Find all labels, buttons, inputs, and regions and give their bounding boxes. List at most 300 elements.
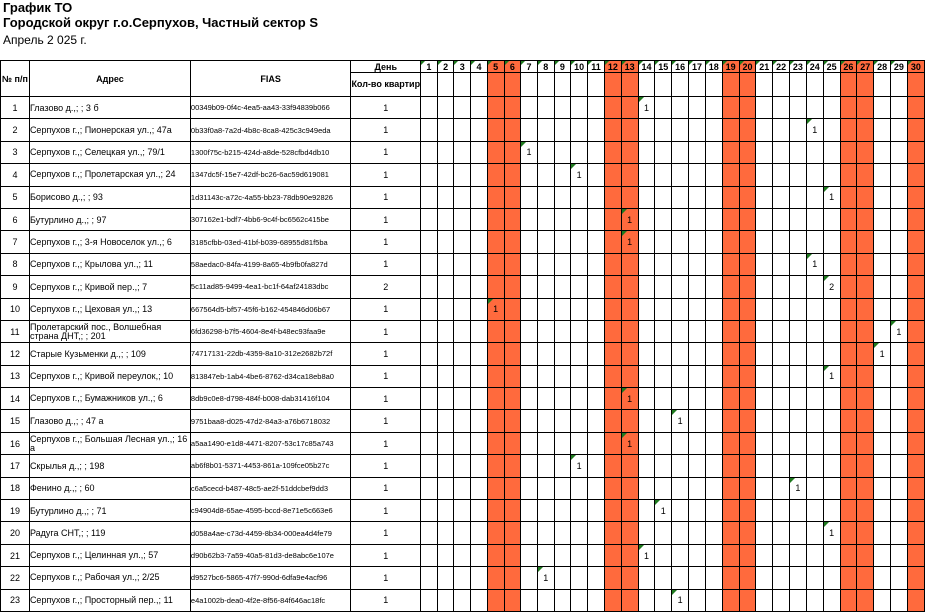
- day-cell-11[interactable]: [588, 567, 605, 589]
- day-cell-15[interactable]: [655, 410, 672, 432]
- apartments-count-cell[interactable]: 1: [351, 567, 421, 589]
- day-cell-27[interactable]: [857, 119, 874, 141]
- day-cell-21[interactable]: [756, 276, 773, 298]
- day-cell-7[interactable]: [521, 119, 538, 141]
- row-number-cell[interactable]: 15: [1, 410, 30, 432]
- fias-cell[interactable]: 5c11ad85-9499-4ea1-bc1f-64af24183dbc: [190, 276, 351, 298]
- day-cell-27[interactable]: [857, 522, 874, 544]
- fias-cell[interactable]: 3185cfbb-03ed-41bf-b039-68955d81f5ba: [190, 231, 351, 253]
- day-cell-20[interactable]: [739, 320, 756, 342]
- day-cell-28[interactable]: [874, 544, 891, 566]
- day-cell-30[interactable]: [907, 567, 924, 589]
- fias-cell[interactable]: a5aa1490-e1d8-4471-8207-53c17c85a743: [190, 432, 351, 454]
- day-cell-19[interactable]: [722, 343, 739, 365]
- day-cell-25[interactable]: [823, 477, 840, 499]
- row-number-cell[interactable]: 1: [1, 97, 30, 119]
- day-cell-22[interactable]: [773, 141, 790, 163]
- day-cell-11[interactable]: [588, 522, 605, 544]
- day-cell-22[interactable]: [773, 320, 790, 342]
- day-cell-20[interactable]: [739, 365, 756, 387]
- day-cell-11[interactable]: [588, 164, 605, 186]
- day-cell-17[interactable]: [689, 253, 706, 275]
- day-cell-21[interactable]: [756, 500, 773, 522]
- day-cell-18[interactable]: [705, 365, 722, 387]
- day-cell-8[interactable]: [537, 276, 554, 298]
- fias-cell[interactable]: 9751baa8-d025-47d2-84a3-a76b6718032: [190, 410, 351, 432]
- day-cell-15[interactable]: [655, 522, 672, 544]
- day-cell-6[interactable]: [504, 500, 521, 522]
- day-cell-23[interactable]: [790, 477, 807, 499]
- day-cell-12[interactable]: [604, 141, 621, 163]
- day-cell-25[interactable]: [823, 253, 840, 275]
- day-cell-22[interactable]: [773, 298, 790, 320]
- day-cell-28[interactable]: [874, 97, 891, 119]
- day-cell-13[interactable]: [621, 141, 638, 163]
- day-cell-9[interactable]: [554, 477, 571, 499]
- day-cell-24[interactable]: [806, 432, 823, 454]
- day-cell-10[interactable]: [571, 365, 588, 387]
- day-cell-3[interactable]: [454, 500, 471, 522]
- day-cell-24[interactable]: [806, 410, 823, 432]
- day-cell-15[interactable]: [655, 186, 672, 208]
- day-cell-30[interactable]: [907, 500, 924, 522]
- day-cell-11[interactable]: [588, 141, 605, 163]
- day-cell-4[interactable]: [471, 567, 488, 589]
- day-cell-13[interactable]: [621, 276, 638, 298]
- day-cell-26[interactable]: [840, 388, 857, 410]
- day-cell-14[interactable]: [638, 164, 655, 186]
- day-cell-26[interactable]: [840, 432, 857, 454]
- day-cell-21[interactable]: [756, 589, 773, 611]
- day-cell-5[interactable]: [487, 432, 504, 454]
- day-cell-25[interactable]: [823, 141, 840, 163]
- day-cell-21[interactable]: [756, 522, 773, 544]
- day-cell-12[interactable]: [604, 186, 621, 208]
- day-cell-21[interactable]: [756, 141, 773, 163]
- day-cell-24[interactable]: [806, 567, 823, 589]
- day-cell-15[interactable]: [655, 231, 672, 253]
- day-cell-21[interactable]: [756, 208, 773, 230]
- day-cell-14[interactable]: [638, 388, 655, 410]
- day-cell-16[interactable]: [672, 208, 689, 230]
- day-cell-12[interactable]: [604, 343, 621, 365]
- day-cell-1[interactable]: [421, 432, 438, 454]
- day-cell-17[interactable]: [689, 97, 706, 119]
- day-cell-19[interactable]: [722, 320, 739, 342]
- day-cell-2[interactable]: [437, 97, 454, 119]
- day-cell-3[interactable]: [454, 365, 471, 387]
- day-cell-17[interactable]: [689, 119, 706, 141]
- day-cell-1[interactable]: [421, 141, 438, 163]
- day-cell-12[interactable]: [604, 567, 621, 589]
- day-cell-20[interactable]: [739, 477, 756, 499]
- day-cell-30[interactable]: [907, 410, 924, 432]
- day-cell-21[interactable]: [756, 544, 773, 566]
- day-cell-30[interactable]: [907, 231, 924, 253]
- day-cell-11[interactable]: [588, 320, 605, 342]
- day-cell-29[interactable]: [890, 141, 907, 163]
- day-cell-13[interactable]: [621, 186, 638, 208]
- day-cell-13[interactable]: [621, 231, 638, 253]
- day-cell-19[interactable]: [722, 589, 739, 611]
- day-cell-8[interactable]: [537, 455, 554, 477]
- day-cell-18[interactable]: [705, 388, 722, 410]
- day-cell-18[interactable]: [705, 141, 722, 163]
- day-cell-24[interactable]: [806, 589, 823, 611]
- row-number-cell[interactable]: 11: [1, 320, 30, 342]
- day-cell-8[interactable]: [537, 119, 554, 141]
- apartments-count-cell[interactable]: 1: [351, 589, 421, 611]
- day-cell-16[interactable]: [672, 320, 689, 342]
- day-cell-1[interactable]: [421, 567, 438, 589]
- day-cell-11[interactable]: [588, 410, 605, 432]
- day-cell-27[interactable]: [857, 276, 874, 298]
- day-cell-30[interactable]: [907, 119, 924, 141]
- day-cell-4[interactable]: [471, 544, 488, 566]
- day-cell-16[interactable]: [672, 276, 689, 298]
- day-cell-28[interactable]: [874, 388, 891, 410]
- day-cell-1[interactable]: [421, 343, 438, 365]
- day-cell-24[interactable]: [806, 544, 823, 566]
- day-cell-4[interactable]: [471, 477, 488, 499]
- day-cell-29[interactable]: [890, 365, 907, 387]
- day-cell-17[interactable]: [689, 208, 706, 230]
- day-cell-4[interactable]: [471, 589, 488, 611]
- day-cell-1[interactable]: [421, 589, 438, 611]
- day-cell-27[interactable]: [857, 298, 874, 320]
- day-cell-30[interactable]: [907, 388, 924, 410]
- day-cell-22[interactable]: [773, 589, 790, 611]
- day-cell-21[interactable]: [756, 432, 773, 454]
- day-cell-27[interactable]: [857, 410, 874, 432]
- day-cell-16[interactable]: [672, 522, 689, 544]
- day-cell-10[interactable]: [571, 164, 588, 186]
- day-cell-29[interactable]: [890, 119, 907, 141]
- day-cell-8[interactable]: [537, 186, 554, 208]
- day-cell-14[interactable]: [638, 432, 655, 454]
- day-cell-14[interactable]: [638, 298, 655, 320]
- day-cell-15[interactable]: [655, 208, 672, 230]
- day-cell-26[interactable]: [840, 343, 857, 365]
- day-cell-19[interactable]: [722, 186, 739, 208]
- day-cell-10[interactable]: [571, 455, 588, 477]
- day-cell-22[interactable]: [773, 343, 790, 365]
- day-cell-9[interactable]: [554, 455, 571, 477]
- day-cell-4[interactable]: [471, 455, 488, 477]
- day-cell-15[interactable]: [655, 343, 672, 365]
- day-cell-2[interactable]: [437, 410, 454, 432]
- day-cell-24[interactable]: [806, 320, 823, 342]
- day-cell-17[interactable]: [689, 276, 706, 298]
- day-cell-21[interactable]: [756, 365, 773, 387]
- day-cell-29[interactable]: [890, 298, 907, 320]
- fias-cell[interactable]: c6a5cecd-b487-48c5-ae2f-51ddcbef9dd3: [190, 477, 351, 499]
- day-cell-7[interactable]: [521, 365, 538, 387]
- day-cell-28[interactable]: [874, 253, 891, 275]
- day-cell-26[interactable]: [840, 253, 857, 275]
- day-cell-19[interactable]: [722, 388, 739, 410]
- day-cell-1[interactable]: [421, 298, 438, 320]
- row-number-cell[interactable]: 23: [1, 589, 30, 611]
- day-cell-19[interactable]: [722, 410, 739, 432]
- day-cell-4[interactable]: [471, 119, 488, 141]
- address-cell[interactable]: Серпухов г.,; Пионерская ул.,; 47а: [29, 119, 190, 141]
- address-cell[interactable]: Фенино д.,; ; 60: [29, 477, 190, 499]
- day-cell-17[interactable]: [689, 589, 706, 611]
- day-cell-22[interactable]: [773, 208, 790, 230]
- day-cell-21[interactable]: [756, 320, 773, 342]
- day-cell-9[interactable]: [554, 522, 571, 544]
- day-cell-27[interactable]: [857, 208, 874, 230]
- day-cell-11[interactable]: [588, 500, 605, 522]
- day-cell-6[interactable]: [504, 365, 521, 387]
- day-cell-24[interactable]: [806, 231, 823, 253]
- apartments-count-cell[interactable]: 2: [351, 276, 421, 298]
- day-cell-1[interactable]: [421, 522, 438, 544]
- day-cell-29[interactable]: [890, 432, 907, 454]
- day-cell-5[interactable]: [487, 567, 504, 589]
- day-cell-22[interactable]: [773, 567, 790, 589]
- day-cell-17[interactable]: [689, 186, 706, 208]
- day-cell-5[interactable]: [487, 298, 504, 320]
- row-number-cell[interactable]: 3: [1, 141, 30, 163]
- day-cell-26[interactable]: [840, 119, 857, 141]
- day-cell-9[interactable]: [554, 231, 571, 253]
- day-cell-26[interactable]: [840, 500, 857, 522]
- day-cell-7[interactable]: [521, 477, 538, 499]
- day-cell-28[interactable]: [874, 276, 891, 298]
- day-cell-26[interactable]: [840, 164, 857, 186]
- day-cell-22[interactable]: [773, 432, 790, 454]
- day-cell-8[interactable]: [537, 365, 554, 387]
- day-cell-18[interactable]: [705, 343, 722, 365]
- day-cell-26[interactable]: [840, 567, 857, 589]
- day-cell-3[interactable]: [454, 164, 471, 186]
- row-number-cell[interactable]: 19: [1, 500, 30, 522]
- day-cell-15[interactable]: [655, 276, 672, 298]
- day-cell-2[interactable]: [437, 119, 454, 141]
- day-cell-3[interactable]: [454, 208, 471, 230]
- day-cell-16[interactable]: [672, 589, 689, 611]
- day-cell-9[interactable]: [554, 365, 571, 387]
- day-cell-12[interactable]: [604, 365, 621, 387]
- day-cell-6[interactable]: [504, 455, 521, 477]
- day-cell-24[interactable]: [806, 119, 823, 141]
- day-cell-22[interactable]: [773, 119, 790, 141]
- day-cell-17[interactable]: [689, 320, 706, 342]
- day-cell-26[interactable]: [840, 477, 857, 499]
- day-cell-24[interactable]: [806, 141, 823, 163]
- day-cell-11[interactable]: [588, 208, 605, 230]
- day-cell-27[interactable]: [857, 253, 874, 275]
- day-cell-19[interactable]: [722, 567, 739, 589]
- fias-cell[interactable]: d058a4ae-c73d-4459-8b34-000ea4d4fe79: [190, 522, 351, 544]
- day-cell-25[interactable]: [823, 119, 840, 141]
- day-cell-25[interactable]: [823, 567, 840, 589]
- day-cell-19[interactable]: [722, 276, 739, 298]
- day-cell-10[interactable]: [571, 298, 588, 320]
- day-cell-20[interactable]: [739, 276, 756, 298]
- day-cell-6[interactable]: [504, 522, 521, 544]
- day-cell-14[interactable]: [638, 589, 655, 611]
- day-cell-21[interactable]: [756, 231, 773, 253]
- day-cell-22[interactable]: [773, 544, 790, 566]
- row-number-cell[interactable]: 10: [1, 298, 30, 320]
- day-cell-23[interactable]: [790, 119, 807, 141]
- day-cell-3[interactable]: [454, 186, 471, 208]
- day-cell-7[interactable]: [521, 141, 538, 163]
- day-cell-11[interactable]: [588, 186, 605, 208]
- day-cell-9[interactable]: [554, 589, 571, 611]
- day-cell-15[interactable]: [655, 365, 672, 387]
- day-cell-29[interactable]: [890, 276, 907, 298]
- day-cell-9[interactable]: [554, 97, 571, 119]
- row-number-cell[interactable]: 21: [1, 544, 30, 566]
- day-cell-27[interactable]: [857, 231, 874, 253]
- day-cell-21[interactable]: [756, 410, 773, 432]
- fias-cell[interactable]: 74717131-22db-4359-8a10-312e2682b72f: [190, 343, 351, 365]
- day-cell-25[interactable]: [823, 544, 840, 566]
- day-cell-1[interactable]: [421, 455, 438, 477]
- day-cell-7[interactable]: [521, 410, 538, 432]
- day-cell-18[interactable]: [705, 253, 722, 275]
- fias-cell[interactable]: d9527bc6-5865-47f7-990d-6dfa9e4acf96: [190, 567, 351, 589]
- day-cell-28[interactable]: [874, 320, 891, 342]
- day-cell-8[interactable]: [537, 298, 554, 320]
- address-cell[interactable]: Серпухов г.,; Бумажников ул.,; 6: [29, 388, 190, 410]
- day-cell-7[interactable]: [521, 567, 538, 589]
- day-cell-15[interactable]: [655, 589, 672, 611]
- fias-cell[interactable]: c94904d8-65ae-4595-bccd-8e71e5c663e6: [190, 500, 351, 522]
- day-cell-19[interactable]: [722, 455, 739, 477]
- day-cell-1[interactable]: [421, 186, 438, 208]
- day-cell-27[interactable]: [857, 477, 874, 499]
- day-cell-15[interactable]: [655, 164, 672, 186]
- day-cell-7[interactable]: [521, 343, 538, 365]
- day-cell-8[interactable]: [537, 477, 554, 499]
- day-cell-30[interactable]: [907, 141, 924, 163]
- day-cell-23[interactable]: [790, 186, 807, 208]
- fias-cell[interactable]: 667564d5-bf57-45f6-b162-454846d06b67: [190, 298, 351, 320]
- day-cell-18[interactable]: [705, 477, 722, 499]
- day-cell-13[interactable]: [621, 119, 638, 141]
- day-cell-14[interactable]: [638, 119, 655, 141]
- day-cell-19[interactable]: [722, 97, 739, 119]
- day-cell-2[interactable]: [437, 522, 454, 544]
- day-cell-10[interactable]: [571, 231, 588, 253]
- day-cell-27[interactable]: [857, 589, 874, 611]
- day-cell-14[interactable]: [638, 343, 655, 365]
- day-cell-3[interactable]: [454, 522, 471, 544]
- day-cell-29[interactable]: [890, 320, 907, 342]
- day-cell-24[interactable]: [806, 253, 823, 275]
- day-cell-24[interactable]: [806, 97, 823, 119]
- apartments-count-cell[interactable]: 1: [351, 522, 421, 544]
- day-cell-5[interactable]: [487, 164, 504, 186]
- day-cell-23[interactable]: [790, 298, 807, 320]
- day-cell-18[interactable]: [705, 432, 722, 454]
- day-cell-13[interactable]: [621, 164, 638, 186]
- day-cell-25[interactable]: [823, 365, 840, 387]
- day-cell-2[interactable]: [437, 231, 454, 253]
- day-cell-20[interactable]: [739, 141, 756, 163]
- day-cell-12[interactable]: [604, 500, 621, 522]
- day-cell-8[interactable]: [537, 589, 554, 611]
- day-cell-4[interactable]: [471, 410, 488, 432]
- day-cell-17[interactable]: [689, 388, 706, 410]
- day-cell-21[interactable]: [756, 477, 773, 499]
- day-cell-13[interactable]: [621, 477, 638, 499]
- address-cell[interactable]: Серпухов г.,; Кривой переулок,; 10: [29, 365, 190, 387]
- day-cell-3[interactable]: [454, 455, 471, 477]
- day-cell-21[interactable]: [756, 298, 773, 320]
- day-cell-13[interactable]: [621, 522, 638, 544]
- day-cell-28[interactable]: [874, 455, 891, 477]
- day-cell-16[interactable]: [672, 455, 689, 477]
- day-cell-3[interactable]: [454, 388, 471, 410]
- day-cell-23[interactable]: [790, 253, 807, 275]
- day-cell-22[interactable]: [773, 522, 790, 544]
- day-cell-4[interactable]: [471, 388, 488, 410]
- day-cell-11[interactable]: [588, 343, 605, 365]
- day-cell-27[interactable]: [857, 164, 874, 186]
- day-cell-3[interactable]: [454, 343, 471, 365]
- day-cell-6[interactable]: [504, 97, 521, 119]
- day-cell-10[interactable]: [571, 141, 588, 163]
- day-cell-14[interactable]: [638, 276, 655, 298]
- day-cell-2[interactable]: [437, 320, 454, 342]
- day-cell-10[interactable]: [571, 477, 588, 499]
- day-cell-2[interactable]: [437, 365, 454, 387]
- day-cell-15[interactable]: [655, 320, 672, 342]
- day-cell-23[interactable]: [790, 455, 807, 477]
- day-cell-13[interactable]: [621, 589, 638, 611]
- day-cell-5[interactable]: [487, 208, 504, 230]
- day-cell-25[interactable]: [823, 343, 840, 365]
- day-cell-7[interactable]: [521, 164, 538, 186]
- row-number-cell[interactable]: 22: [1, 567, 30, 589]
- day-cell-18[interactable]: [705, 276, 722, 298]
- day-cell-5[interactable]: [487, 253, 504, 275]
- day-cell-23[interactable]: [790, 141, 807, 163]
- day-cell-24[interactable]: [806, 164, 823, 186]
- day-cell-23[interactable]: [790, 343, 807, 365]
- day-cell-10[interactable]: [571, 276, 588, 298]
- day-cell-19[interactable]: [722, 432, 739, 454]
- address-cell[interactable]: Серпухов г.,; Кривой пер.,; 7: [29, 276, 190, 298]
- day-cell-7[interactable]: [521, 97, 538, 119]
- day-cell-3[interactable]: [454, 589, 471, 611]
- day-cell-15[interactable]: [655, 119, 672, 141]
- day-cell-10[interactable]: [571, 410, 588, 432]
- day-cell-26[interactable]: [840, 320, 857, 342]
- fias-cell[interactable]: 1d31143c-a72c-4a55-bb23-78db90e92826: [190, 186, 351, 208]
- day-cell-28[interactable]: [874, 365, 891, 387]
- day-cell-13[interactable]: [621, 320, 638, 342]
- day-cell-16[interactable]: [672, 141, 689, 163]
- day-cell-16[interactable]: [672, 253, 689, 275]
- day-cell-11[interactable]: [588, 388, 605, 410]
- day-cell-30[interactable]: [907, 455, 924, 477]
- day-cell-28[interactable]: [874, 567, 891, 589]
- apartments-count-cell[interactable]: 1: [351, 365, 421, 387]
- day-cell-30[interactable]: [907, 253, 924, 275]
- day-cell-18[interactable]: [705, 164, 722, 186]
- day-cell-7[interactable]: [521, 388, 538, 410]
- day-cell-15[interactable]: [655, 253, 672, 275]
- day-cell-29[interactable]: [890, 589, 907, 611]
- day-cell-7[interactable]: [521, 186, 538, 208]
